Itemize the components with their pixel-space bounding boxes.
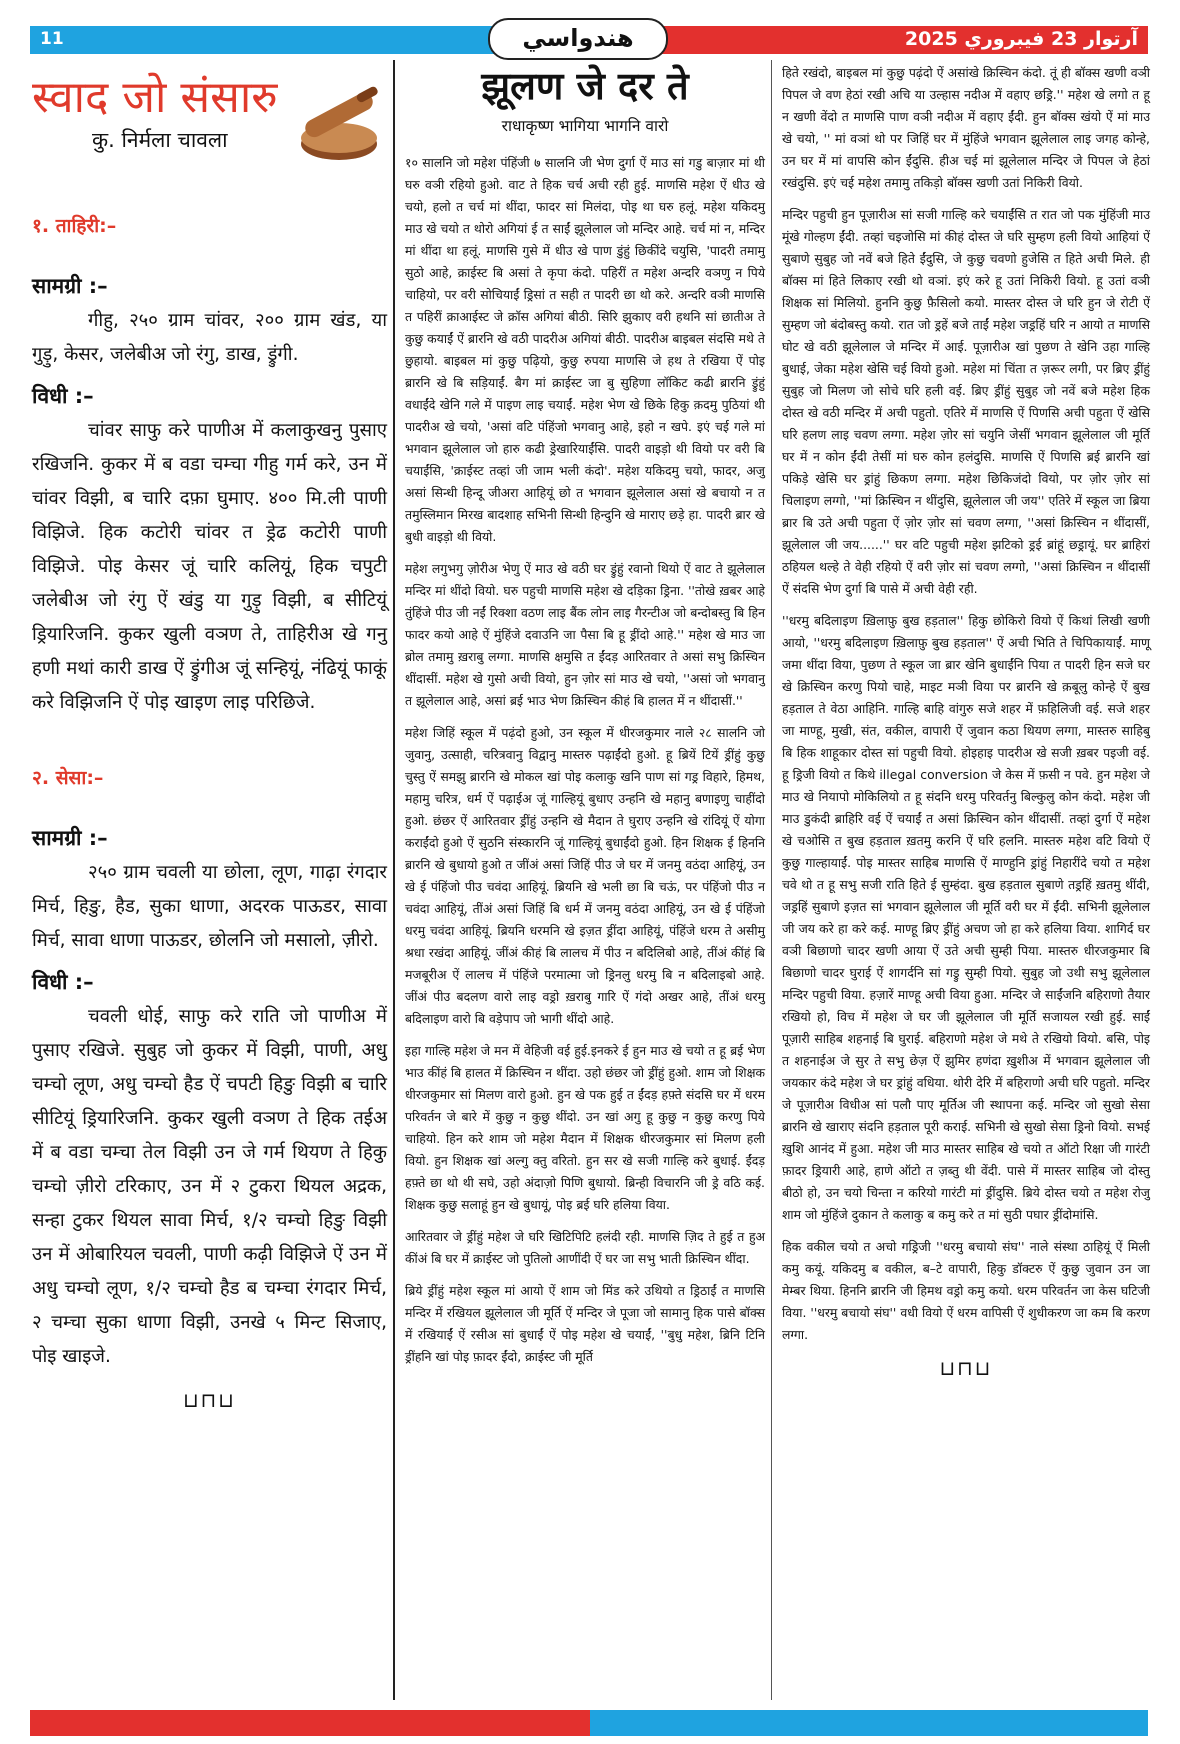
story-paragraph: ''धरमु बदिलाइण ख़िलाफ़ु बुख हड़ताल'' हिकु छोकिरो वियो ऐं किथां लिखी खणी आयो, ''धरमु बदिलाइण ख़िलाफ़ु बुख हड़ताल'' ऐं अची भिति ते चिपिकायाईं. माणू जमा थींदा विया, पुछण ते स्कूल जा ब्रार खेनि बुधाईंनि पिया त पादरी हिन सजे घर खे क्रिस्चिन करणु पियो चाहे, माइट मञी विया पर ब्रारनि खे क़बूलु कोन्हे ऐं बुख हड़ताल ते वेठा आहिनि. गाल्हि बाहि वांगुरु सजे शहर में फ़हिलिजी वई. सजे शहर जा माण्हू, मुखी, संत, वकील, वापारी ऐं जुवान कठा थियण लग्गा, मास्तरु साहिबु बि हिक शाहूकार दोस्त सां पहुची वियो. होइहाइ पादरीअ खे सजी ख़बर पइजी वई. हू ड्रिजी वियो त किथे illegal conversion जे केस में फ़सी न पवे. हुन महेश जे माउ खे नियापो मोकिलियो त हू संदनि धरमु परिवर्तनु बिल्कुलु कोन कंदो. महेश जी माउ डुकंदी ब्राहिरि वई ऐं चयाईं त असां क्रिस्चिन कोन थींदासीं. तव्हां दुर्गा ऐं महेश खे चओसि त बुख हड़ताल ख़तमु करनि ऐं घरि हलनि. मास्तरु महेश वटि वियो ऐं कुछु गाल्हायाईं. पोइ मास्तर साहिब माणसि ऐं माण्हुनि ड्रांहुं निहारींदे चयो त महेश चवे थो त हू सभु सजी राति हिते ई सुम्हंदा. बुख हड़ताल सुबाणे तड्रहिं ख़तमु थींदी, जड्रहिं सुबाणे इज़त सां भगवान झूलेलाल जी मूर्ति वरी घर में ईंदी. सभिनी झूलेलाल जी जय करे हा करे कई. माण्हू ब्रिए ड्रींहुं अचण जो हा करे हलिया विया. शागिर्द घर वञी बिछाणो चादर खणी आया ऐं उते अची सुम्ही पिया. मास्तरु धीरजकुमार बि बिछाणो चादर घुराई ऐं शागर्दनि सां गड्रु सुम्ही पियो. सुबुह जो उथी सभु झूलेलाल मन्दिर पहुची विया. हज़ारें माण्हू अची विया हुआ. मन्दिर जे साईंजनि बहिराणो तैयार रखियो हो, विच में महेश जे घर जी झूलेलाल जी मूर्ति सजायल रखी हुई. साईं पूज़ारी साहिब शहनाई बि घुराई. बहिराणो महेश जे मथे ते रखियो वियो. बसि, पोइ त शहनाईअ जे सुर ते सभु छेज़ ऐं झुमिर हणंदा ख़ुशीअ में भगवान झूलेलाल जी जयकार कंदे महेश जे घर ड्रांहुं वधिया. थोरी देरि में बहिराणो अची घरि पहुतो. मन्दिर जे पूज़ारीअ विधीअ सां पलौ पाए मूर्तिअ जी स्थापना कई. मन्दिर जो सुखो सेसा ब्रारनि खे खाराए संदनि हड़ताल पूरी कराई. सभिनी खे सुखो सेसा ड्रिनो वियो. सभई ख़ुशि आनंद में हुआ. महेश जी माउ मास्तर साहिब खे चयो त ऑटो रिक्षा जी गारंटी फ़ादर ड्रियारी आहे, हाणे ऑटो त ज़ब्तु थी वेंदी. पासे में मास्तर साहिब जो दोस्तु बीठो हो, उन चयो चिन्ता न करियो गारंटी मां ड्रींदुसि. ब्रिये दोस्त चयो त महेश रोजु शाम जो मुंहिंजे दुकान ते कलाकु ब कमु करे त मां सुठी पघार ड्रींदोमांसि. (782, 613, 1150, 1222)
footer-bar (30, 1710, 1148, 1736)
column-byline: कु. निर्मला चावला (92, 128, 228, 152)
recipe-1-method-heading: विधी :– (32, 384, 94, 408)
story-paragraph: महेश लगुभगु ज़ोरीअ भेणु ऐं माउ खे वठी घर ड्रुंहुं रवानो थियो ऐं वाट ते झूलेलाल मन्दिर मां थींदो वियो. घरु पहुची माणसि महेश खे दड़िका ड्रिना. ''तोखे ख़बर आहे तुंहिंजे पीउ जी नईं रिक्शा वठण लाइ बैंक लोन लाइ गैरन्टीअ जो बन्दोबस्तु बि हिन फादर कयो आहे ऐं मुंहिंजे दवाउनि जा पैसा बि हू ड्रींदो आहे.'' महेश खे माउ जा ब्रोल तमामु ख़राबु लग्गा. माणसि क्षमुसि त ईंदड़ आरितवार ते असां सभु क्रिस्चिन थींदासीं. महेश खे गुसो अची वियो, हुन ज़ोर सां माउ खे चयो, ''असां जो भगवानु त झूलेलाल आहे, असां ब्रई भाउ भेण क्रिस्चिन कीहं बि हालत में न थींदासीं.'' (405, 561, 765, 708)
story-paragraph: हिक वकील चयो त अचो गड्रिजी ''धरमु बचायो संघ'' नाले संस्था ठाहियूं ऐं मिली कमु कयूं. यकिदमु ब वकील, ब–टे वापारी, हिकु डॉक्टरु ऐं कुछु जुवान उन जा मेम्बर थिया. हिननि ब्रारनि जी हिमथ वड्रो कमु कयो. धरम परिवर्तन जा केस घटिजी विया. ''धरमु बचायो संघ'' वधी वियो ऐं धरम वापिसी ऐं शुधीकरण जा कम बि करण लग्गा. (782, 1239, 1150, 1342)
column-kicker: स्वाद जो संसारु (32, 72, 278, 123)
issue-date: آرتوار 23 فيبروري 2025 (904, 28, 1138, 50)
masthead-logo: هندواسي (488, 18, 668, 60)
story-continuation-column (782, 62, 1150, 1380)
recipe-2-method-heading: विधी :– (32, 970, 94, 994)
footer-blue-band (590, 1710, 1148, 1736)
story-paragraph: आरितवार जे ड्रींहुं महेश जे घरि खिटिपिटि हलंदी रही. माणसि ज़िद ते हुई त हुअ कींअं बि घर में क्राईस्ट जो पुतिलो आणींदी ऐं घर जा सभु भाती क्रिस्चिन थींदा. (405, 1229, 765, 1266)
recipe-2-title: २. सेसा:– (32, 767, 104, 789)
story-paragraph: ब्रिये ड्रींहुं महेश स्कूल मां आयो ऐं शाम जो मिंड करे उथियो त ड्रिठाईं त माणसि मन्दिर में रखियल झूलेलाल जी मूर्ति ऐं मन्दिर जे पूजा जो सामानु हिक पासे बॉक्स में रखियाईं ऐं रसीअ सां बुधाईं ऐं पोइ महेश खे चयाईं, ''बुधु महेश, ब्रिनि टिनि ड्रींहनि खां पोइ फ़ादर ईंदो, क्राईस्ट जी मूर्ति (405, 1283, 765, 1364)
rolling-pin-icon (294, 86, 384, 166)
footer-red-band (30, 1710, 590, 1736)
story-byline: राधाकृष्ण भागिया भागनि वारो (501, 117, 669, 135)
recipe-2-ingredients: २५० ग्राम चवली या छोला, लूण, गाढ़ा रंगदार मिर्च, हिङु, हैड, सुका धाणा, अदरक पाऊडर, सावा मिर्च, सावा धाणा पाऊडर, छोलनि जो मसालो, ज़ीरो. (32, 862, 387, 951)
recipe-1-method: चांवर साफु करे पाणीअ में कलाकुखनु पुसाए रखिजनि. कुकर में ब वडा चम्चा गीहु गर्म करे, उन में चांवर विझी, ब चारि दफ़ा घुमाए. ४०० मि.ली पाणी विझिजे. हिक कटोरी चांवर त ड्रेढ कटोरी पाणी विझिजे. पोइ केसर जूं चारि कलियूं, हिक चपुटी जलेबीअ जो रंगु ऐं खंडु या गुड़ु विझी, ब सीटियूं ड्रियारिजनि. कुकर खुली वञण ते, ताहिरीअ खे गनु हणी मथां कारी डाख ऐं ड्रुंगीअ जूं सन्हियूं, नंढियूं फाकूं करे विझिजनि ऐं पोइ खाइण लाइ परिछिजे. (32, 420, 387, 713)
recipe-1-ingredients-heading: सामग्री :– (32, 274, 108, 298)
story-paragraph: मन्दिर पहुची हुन पूज़ारीअ सां सजी गाल्हि करे चयाईंसि त रात जो पक मुंहिंजी माउ मूंखे गोल्हण ईंदी. तव्हां चइजोसि मां कीहं दोस्त जे घरि सुम्हण हली वियो आहियां ऐं सुबाणे सुबुह जो नवें बजे हिते ईंदुसि, जे कुछु चवणो हुजेसि त हिते अची मिले. ही बॉक्स मां हिते लिकाए रखी थो वञां. इएं करे हू उतां निकिरी वियो. हू उतां वञी शिक्षक सां मिलियो. हुननि कुछु फ़ैसिलो कयो. मास्तर दोस्त जे घरि हुन जे रोटी ऐं सुम्हण जो बंदोबस्तु कयो. रात जो ड्रहें बजे ताईं महेश जड्रहिं घरि न आयो त माणसि घोट खे वठी झूलेलाल जे मन्दिर में आई. पूज़ारीअ खां पुछण ते खेनि उहा गाल्हि बुधाई, जेका महेश खेसि चई वियो हुओ. महेश मां चिंता त ज़रूर लगी, पर ब्रिए ड्रींहुं सुबुह जो मिलण जो सोचे घरि हली वई. ब्रिए ड्रींहुं सुबुह जो नवें बजे महेश हिक दोस्त खे वठी मन्दिर में अची पहुतो. एतिरे में माणसि ऐं पिणसि अची पहुता ऐं खेसि घरि हलण लाइ चवण लग्गा. महेश ज़ोर सां चयुनि जेसीं भगवान झूलेलाल जी मूर्ति घर में न कोन ईंदी तेसीं मां घरु कोन हलंदुसि. माणसि ऐं पिणसि ब्रई ब्रारनि खां पकिड़े खेसि घर ड्रांहुं छिकण लग्गा. महेश छिकिजंदो वियो, पर ज़ोर ज़ोर सां चिलाइण लग्गो, ''मां क्रिस्चिन न थींदुसि, झूलेलाल जी जय'' एतिरे में स्कूल जा ब्रिया ब्रार बि उते अची पहुता ऐं ज़ोर ज़ोर सां चवण लग्गा, ''असां क्रिस्चिन न थींदासीं, झूलेलाल जी जय......'' घर वटि पहुची महेश झटिको ड्रई ब्रांहूं छड्रायूं. घर ब्राहिरां ठहियल थल्हे ते वेही रहियो ऐं वरी ज़ोर सां चवण लग्गो, ''असां क्रिस्चिन न थींदासीं ऐं संदसि भेण दुर्गा बि पासे में अची वेही रही. (782, 207, 1150, 596)
recipe-1-title: १. ताहिरी:– (32, 215, 117, 237)
story-end-ornament: ⊔⊓⊔ (939, 1356, 993, 1380)
story-title: झूलण जे दर ते (481, 63, 689, 108)
story-paragraph: १० सालनि जो महेश पंहिंजी ७ सालनि जी भेण दुर्गा ऐं माउ सां गडु बाज़ार मां थी घरु वञी रहियो हुओ. वाट ते हिक चर्च अची रही हुई. माणसि महेश ऐं धीउ खे चयो, हलो त चर्च मां थींदा, फादर सां मिलंदा, पोइ था घरु हलूं. महेश यकिदमु माउ खे चयो त थोरो अगियां ई त साईं झूलेलाल जो मन्दिर आहे. चर्च मां न, मन्दिर मां थींदा था हलूं. माणसि गुसे में धीउ खे पाण डुंहुं छिकींदे चयुसि, 'पादरी तमामु सुठो आहे, क्राईस्ट बि असां ते कृपा कंदो. पहिरीं त महेश अन्दरि वञणु न पिये चाहियो, पर वरी सोचियाईं ड्रिसां त सही त पादरी छा थो करे. अन्दरि वञी माणसि त पहिरीं क्राआईस्ट जे क्रॉस अगियां बीठी. सिरि झुकाए वरी हथनि सां छातीअ ते कुछु कयाईं ऐं ब्रारनि खे वठी पादरीअ अगियां बीठी. पादरीअ बाइबल संदसि मथे ते छुहायो. बाइबल मां कुछु पढ़ियो, कुछु रुपया माणसि जे हथ ते रखिया ऐं पोइ ब्रारनि खे बि सड़ियाईं. बैग मां क्राईस्ट जा बु सुहिणा लॉकिट कढी ब्रारनि ड्रुंहुं वधाईंदे खेनि गले में पाइण लाइ चयाईं. महेश भेण खे छिके हिकु क़दमु पुठियां थी पादरीअ खे चयो, 'असां वटि पंहिंजो भगवानु आहे, इहो न खपे. इएं चई गले मां भगवान झूलेलाल जो हारु कढी ड्रेखारियाईंसि. पादरी वाइड़ो थी वियो पर वरी बि चयाईंसि, 'क्राईस्ट तव्हां जी जाम भली कंदो'. महेश यकिदमु चयो, फादर, अजु असां सिन्धी हिन्दू जीअरा आहियूं छो त भगवान झूलेलाल असां खे बचायो न त तमुस्लिमान मिरख बादशाह सभिनी सिन्धी हिन्दुनि खे माराए छड़े हा. पादरी ब्रार खे बुधी वाइड़ो थी वियो. (405, 155, 765, 544)
story-paragraph: महेश जिहिं स्कूल में पढ़ंदो हुओ, उन स्कूल में धीरजकुमार नाले २८ सालनि जो जुवानु, उत्साही, चरित्रवानु विद्वानु मास्तरु पढ़ाईंदो हुओ. हू ब्रियें टियें ड्रींहुं कुछु चुस्तु ऐं समझु ब्रारनि खे मोकल खां पोइ कलाकु खनि पाण सां गड्र विहारे, हिमथ, महामु चरित्र, धर्म ऐं पढ़ाईअ जूं गाल्हियूं बुधाए उन्हनि खे महानु बणाइणु चाहींदो हुओ. छंछर ऐं आरितवार ड्रींहुं उन्हनि खे मैदान ते घुराए उन्हनि खे रांदियूं ऐं योगा कराईंदो हुओ ऐं सुठनि संस्कारनि जूं गाल्हियूं बुधाईंदो हुओ. हिन शिक्षक ई हिननि ब्रारनि खे बुधायो हुओ त जींअं असां जिहिं पीउ जे घर में जनमु वठंदा आहियूं, उन खे ई पंहिंजो पीउ चवंदा आहियूं. ब्रियनि खे भली छा बि चऊं, पर पंहिंजो पीउ न चवंदा आहियूं, तींअं असां जिहिं बि धर्म में जनमु वठंदा आहियूं, उन खे ई पंहिंजो धरमु चवंदा आहियूं. ब्रियनि धरमनि खे इज़त ड्रींदा आहियूं, पंहिंजे धरम ते असीमु श्रधा रखंदा आहियूं. जींअं कीहं बि लालच में पीउ न बदिलिबो आहे, तींअं कींहं बि मजबूरीअ ऐं लालच में पंहिंजे परमात्मा जो ड्रिनलु धरमु बि न बदिलाइबो आहे. जींअं पीउ बदलण वारो लाइ वड्रो ख़राबु गारि ऐं गंदो अखर आहे, तींअं धरमु बदिलाइण वारो बि वड़ेपाप जो भागी थींदो आहे. (405, 725, 765, 1026)
story-column (405, 62, 765, 1378)
recipe-1-ingredients: गीहु, २५० ग्राम चांवर, २०० ग्राम खंड, या गुड़ु, केसर, जलेबीअ जो रंगु, डाख, ड्रुंगी. (32, 310, 387, 365)
recipe-2-method: चवली धोई, साफु करे राति जो पाणीअ में पुसाए रखिजे. सुबुह जो कुकर में विझी, पाणी, अधु चम्चो लूण, अधु चम्चो हैड ऐं चपटी हिङु विझी ब चारि सीटियूं ड्रियारिजनि. कुकर खुली वञण ते हिक तईअ में ब वडा चम्चा तेल विझी उन जे गर्म थियण ते हिकु चम्चो ज़ीरो टरिकाए, उन में २ टुकरा थियल अद्रक, सन्हा टुकर थियल सावा मिर्च, १/२ चम्चो हिङु विझी उन में ओबारियल चवली, पाणी कढ़ी विझिजे ऐं उन में अधु चम्चो लूण, १/२ चम्चो हैड ब चम्चा रंगदार मिर्च, २ चम्चा सुका धाणा विझी, उनखे ५ मिन्ट सिजाए, पोइ खाइजे. (32, 1006, 387, 1367)
recipe-2-ingredients-heading: सामग्री :– (32, 826, 108, 850)
recipe-column (32, 62, 387, 1412)
column-end-ornament: ⊔⊓⊔ (183, 1388, 236, 1412)
story-paragraph: हिते रखंदो, बाइबल मां कुछु पढ़ंदो ऐं असांखे क्रिस्चिन कंदो. तूं ही बॉक्स खणी वञी पिपल जे वण हेठां रखी अचि या उल्हास नदीअ में वहाए छड्रि.'' महेश खे लगो त हू न खणी वेंदो त माणसि पाण वञी नदीअ में वहाए ईंदी. हुन बॉक्स खंयो ऐं मां माउ खे चयो, '' मां वञां थो पर जिहिं घर में मुंहिंजे भगवान झूलेलाल लाइ जगह कोन्हे, उन घर में मां वापसि कोन ईंदुसि. हीअ चई मां झूलेलाल मन्दिर जे पिपल जे हेठां रखंदुसि. इएं चई महेश तमामु तकिड़ो बॉक्स खणी उतां निकिरी वियो. (782, 65, 1150, 190)
column-divider-left (393, 60, 395, 1700)
page-number: 11 (40, 29, 64, 49)
column-divider-right (771, 60, 772, 1700)
story-paragraph: इहा गाल्हि महेश जे मन में वेहिजी वई हुई.इनकरे ई हुन माउ खे चयो त हू ब्रई भेण भाउ कींहं बि हालत में क्रिस्चिन न थींदा. उहो छंछर जो ड्रींहुं हुओ. शाम जो शिक्षक धीरजकुमार सां मिलण वारो हुओ. हुन खे पक हुई त ईंदड़ हफ़्ते संदसि घर में धरम परिवर्तन जे बारे में कुछु न कुछु थींदो. उन खां अगु हू कुछु न कुछु करणु पिये चाहियो. हिन करे शाम जो महेश मैदान में शिक्षक धीरजकुमार सां मिलण हली वियो. हुन शिक्षक खां अल्गु क्तु वरितो. हुन सर खे सजी गाल्हि करे बुधाई. ईंदड़ हफ़्ते छा थो थी सघे, उहो अंदाज़ो पिणि बुधायो. ब्रिन्ही विचारनि जी ड्रे वठि कई. शिक्षक कुछु सलाहूं हुन खे बुधायूं, पोइ ब्रई घरि हलिया विया. (405, 1043, 765, 1212)
